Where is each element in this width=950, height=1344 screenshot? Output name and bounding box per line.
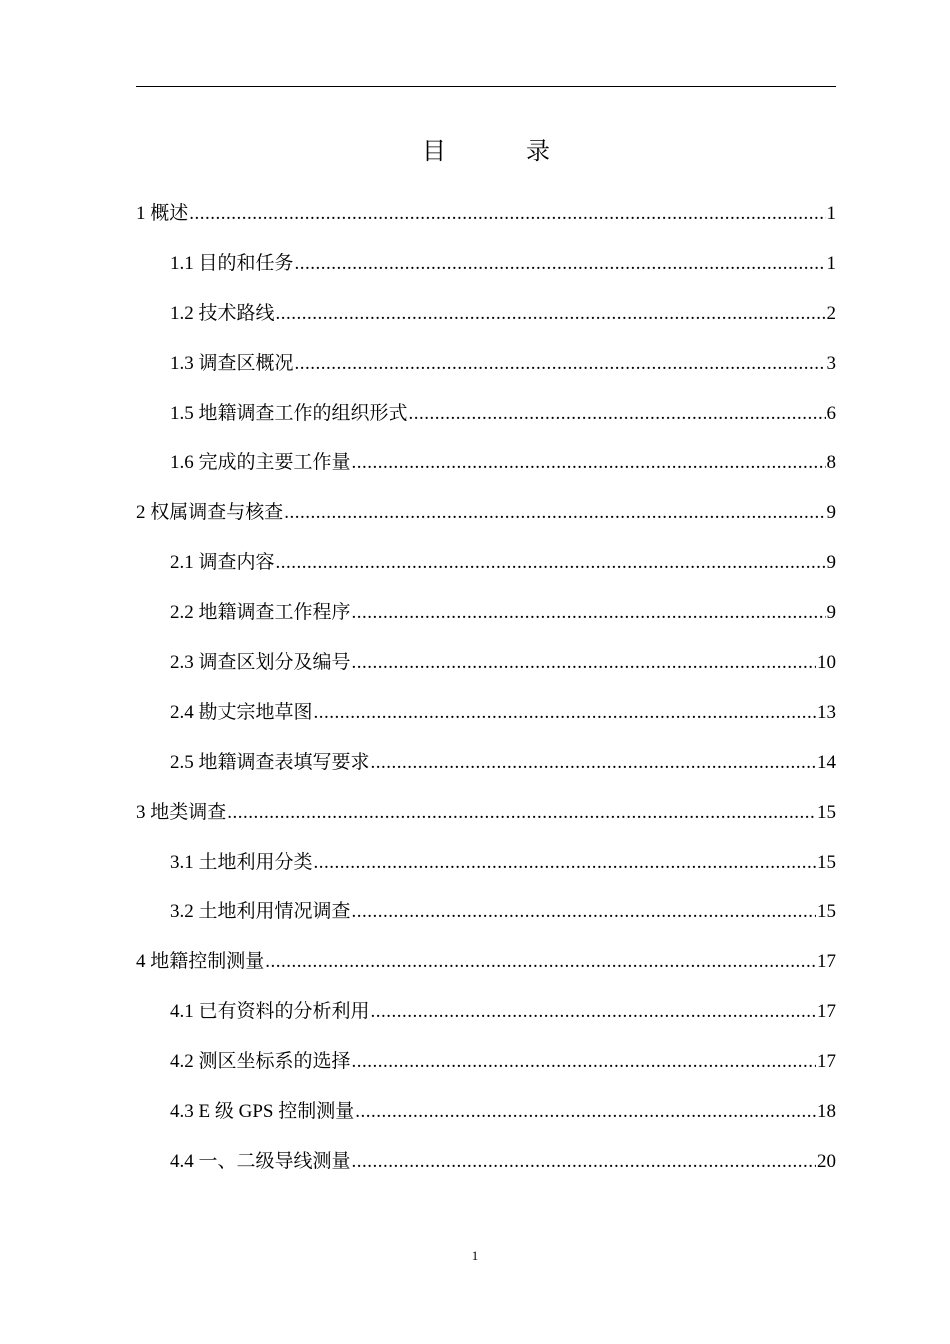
toc-entry-label: 2.3 调查区划分及编号 (170, 652, 351, 674)
toc-entry-label: 4.1 已有资料的分析利用 (170, 1001, 370, 1023)
toc-entry-label: 3.1 土地利用分类 (170, 851, 313, 873)
toc-entry-label: 1.1 目的和任务 (170, 252, 294, 274)
toc-entry-label: 1.2 技术路线 (170, 302, 275, 324)
toc-entry[interactable] (136, 798, 836, 848)
toc-entry[interactable] (136, 648, 836, 698)
toc-entry-label: 4 地籍控制测量 (136, 951, 265, 973)
header-rule (136, 86, 836, 87)
toc-entry[interactable] (136, 997, 836, 1047)
toc-entry-label: 1.6 完成的主要工作量 (170, 452, 351, 474)
toc-entry-page: 18 (817, 1101, 836, 1123)
toc-entry-page: 10 (817, 652, 836, 674)
toc-leader-dots (227, 798, 816, 828)
toc-entry[interactable] (136, 848, 836, 898)
toc-entry-page: 17 (817, 1001, 836, 1023)
toc-entry-page: 15 (817, 901, 836, 923)
toc-entry-page: 17 (817, 1051, 836, 1073)
toc-entry[interactable] (136, 947, 836, 997)
toc-entry-page: 9 (826, 602, 836, 624)
toc-entry[interactable] (136, 199, 836, 249)
toc-entry-page: 1 (826, 203, 836, 224)
toc-entry[interactable] (136, 448, 836, 498)
toc-leader-dots (276, 299, 826, 329)
toc-entry[interactable] (136, 399, 836, 449)
toc-entry-label: 1 概述 (136, 203, 189, 224)
table-of-contents (136, 199, 836, 1197)
toc-title-char-1: 目 (422, 139, 446, 165)
toc-leader-dots (352, 648, 816, 678)
toc-leader-dots (371, 997, 816, 1027)
toc-leader-dots (352, 448, 826, 478)
toc-entry-page: 3 (826, 352, 836, 374)
toc-leader-dots (276, 548, 826, 578)
toc-entry-label: 2.4 勘丈宗地草图 (170, 701, 313, 723)
toc-entry-label: 4.3 E 级 GPS 控制测量 (170, 1101, 355, 1123)
toc-entry[interactable] (136, 299, 836, 349)
toc-entry-label: 2.1 调查内容 (170, 552, 275, 574)
toc-entry-page: 2 (826, 302, 836, 324)
toc-entry-page: 8 (826, 452, 836, 474)
toc-entry-label: 4.2 测区坐标系的选择 (170, 1051, 351, 1073)
toc-leader-dots (352, 897, 816, 927)
toc-leader-dots (352, 1147, 816, 1177)
toc-entry-label: 3.2 土地利用情况调查 (170, 901, 351, 923)
toc-entry-label: 1.3 调查区概况 (170, 352, 294, 374)
toc-entry[interactable] (136, 748, 836, 798)
page-number: 1 (471, 1248, 479, 1263)
toc-entry-page: 9 (826, 552, 836, 574)
toc-entry[interactable] (136, 498, 836, 548)
toc-entry-label: 3 地类调查 (136, 801, 227, 823)
toc-entry-label: 2 权属调查与核查 (136, 502, 284, 524)
toc-entry-page: 17 (817, 951, 836, 973)
toc-entry[interactable] (136, 249, 836, 299)
toc-leader-dots (189, 199, 825, 229)
toc-leader-dots (409, 399, 826, 429)
toc-entry[interactable] (136, 698, 836, 748)
toc-leader-dots (284, 498, 825, 528)
toc-leader-dots (265, 947, 816, 977)
toc-entry[interactable] (136, 598, 836, 648)
toc-leader-dots (295, 249, 826, 279)
toc-leader-dots (352, 598, 826, 628)
toc-entry[interactable] (136, 897, 836, 947)
toc-title (136, 136, 836, 168)
toc-leader-dots (352, 1047, 816, 1077)
toc-entry-page: 6 (826, 402, 836, 424)
toc-entry[interactable] (136, 1097, 836, 1147)
toc-entry-page: 14 (817, 751, 836, 773)
toc-entry[interactable] (136, 548, 836, 598)
toc-leader-dots (355, 1097, 816, 1127)
toc-entry-page: 9 (826, 502, 836, 524)
toc-entry-label: 4.4 一、二级导线测量 (170, 1150, 351, 1172)
toc-entry-page: 15 (817, 801, 836, 823)
toc-title-char-2: 录 (526, 139, 550, 165)
toc-leader-dots (371, 748, 816, 778)
toc-leader-dots (314, 848, 816, 878)
toc-entry-label: 2.2 地籍调查工作程序 (170, 602, 351, 624)
toc-leader-dots (314, 698, 816, 728)
toc-entry-page: 15 (817, 851, 836, 873)
toc-entry-page: 1 (826, 252, 836, 274)
toc-entry-page: 13 (817, 701, 836, 723)
toc-entry-page: 20 (817, 1150, 836, 1172)
toc-entry[interactable] (136, 1047, 836, 1097)
toc-leader-dots (295, 349, 826, 379)
toc-entry-label: 1.5 地籍调查工作的组织形式 (170, 402, 408, 424)
toc-entry-label: 2.5 地籍调查表填写要求 (170, 751, 370, 773)
toc-entry[interactable] (136, 349, 836, 399)
toc-entry[interactable] (136, 1147, 836, 1197)
